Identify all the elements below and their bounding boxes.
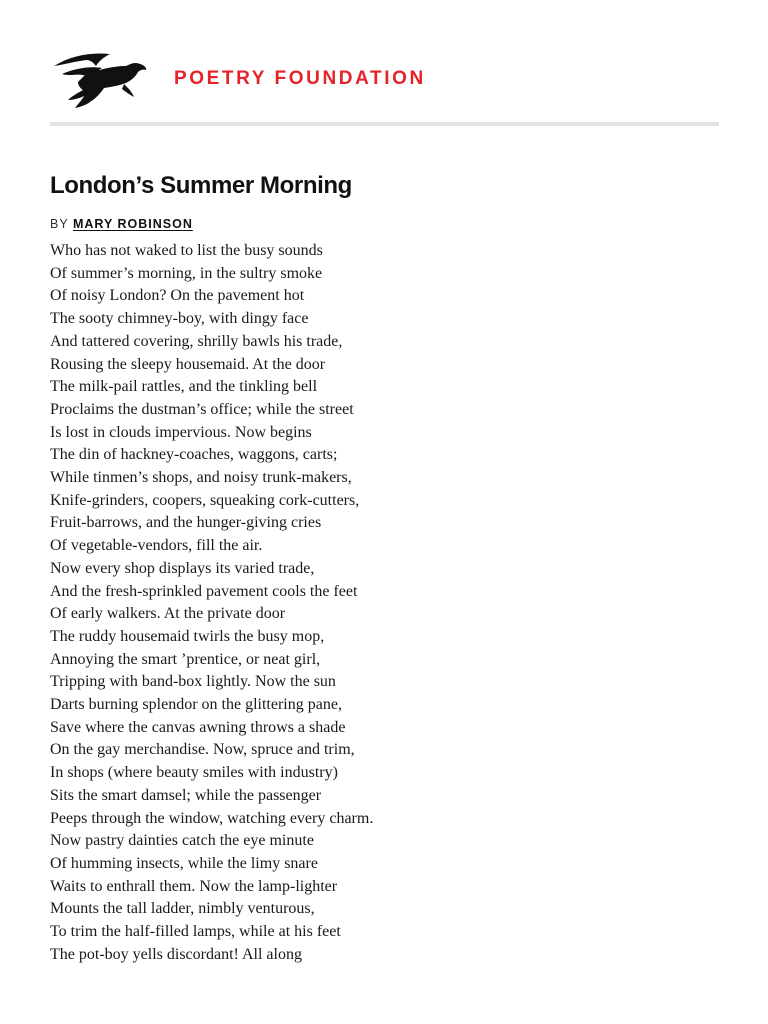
brand-wordmark[interactable]: POETRY FOUNDATION — [174, 68, 426, 89]
poem-line: And tattered covering, shrilly bawls his trade, — [50, 332, 343, 350]
poem-line: In shops (where beauty smiles with industry) — [50, 764, 338, 782]
poem-line: To trim the half-filled lamps, while at his feet — [50, 923, 341, 941]
poem-line: Now every shop displays its varied trade, — [50, 559, 315, 577]
poem-line: Of summer’s morning, in the sultry smoke — [50, 264, 323, 282]
poem-line: Save where the canvas awning throws a shade — [50, 718, 346, 736]
poem-line: Who has not waked to list the busy sounds — [50, 242, 323, 259]
poem-line: Mounts the tall ladder, nimbly venturous, — [50, 900, 315, 918]
byline-label: BY — [50, 217, 69, 231]
poem-line: Sits the smart damsel; while the passenger — [50, 786, 322, 804]
poem-line: Of vegetable-vendors, fill the air. — [50, 537, 263, 555]
pegasus-icon[interactable] — [50, 48, 148, 110]
poem-line: Is lost in clouds impervious. Now begins — [50, 423, 312, 441]
poem-line: Annoying the smart ’prentice, or neat girl, — [50, 650, 321, 668]
site-header — [50, 46, 720, 112]
poem-line: Proclaims the dustman’s office; while the street — [50, 400, 354, 418]
poem-line: And the fresh-sprinkled pavement cools the feet — [50, 582, 358, 600]
poem-line: Waits to enthrall them. Now the lamp-lighter — [50, 877, 338, 895]
poem-line: Of humming insects, while the limy snare — [50, 854, 318, 872]
header-divider — [50, 122, 719, 126]
poem-line: While tinmen’s shops, and noisy trunk-makers, — [50, 469, 352, 487]
poem-line: The milk-pail rattles, and the tinkling bell — [50, 378, 318, 396]
poem-line: The sooty chimney-boy, with dingy face — [50, 310, 309, 328]
poem-title: London’s Summer Morning — [50, 172, 352, 199]
poem-line: Darts burning splendor on the glittering pane, — [50, 696, 342, 714]
poem-line: Rousing the sleepy housemaid. At the door — [50, 355, 326, 373]
poem-line: Of noisy London? On the pavement hot — [50, 287, 305, 305]
poem-line: Tripping with band-box lightly. Now the sun — [50, 673, 336, 691]
poem-line: Now pastry dainties catch the eye minute — [50, 832, 314, 850]
poem-line: The din of hackney-coaches, waggons, carts; — [50, 446, 338, 464]
poem-line: Fruit-barrows, and the hunger-giving cries — [50, 514, 322, 532]
author-link[interactable]: MARY ROBINSON — [72, 217, 193, 231]
byline — [50, 217, 193, 231]
poem-line: Knife-grinders, coopers, squeaking cork-cutters, — [50, 491, 360, 509]
poem-line: On the gay merchandise. Now, spruce and trim, — [50, 741, 355, 759]
poem-line: The pot-boy yells discordant! All along — [50, 945, 302, 963]
poem-line: The ruddy housemaid twirls the busy mop, — [50, 627, 325, 645]
poem-line: Peeps through the window, watching every charm. — [50, 809, 374, 827]
poem-body — [50, 240, 710, 967]
poem-line: Of early walkers. At the private door — [50, 605, 286, 623]
